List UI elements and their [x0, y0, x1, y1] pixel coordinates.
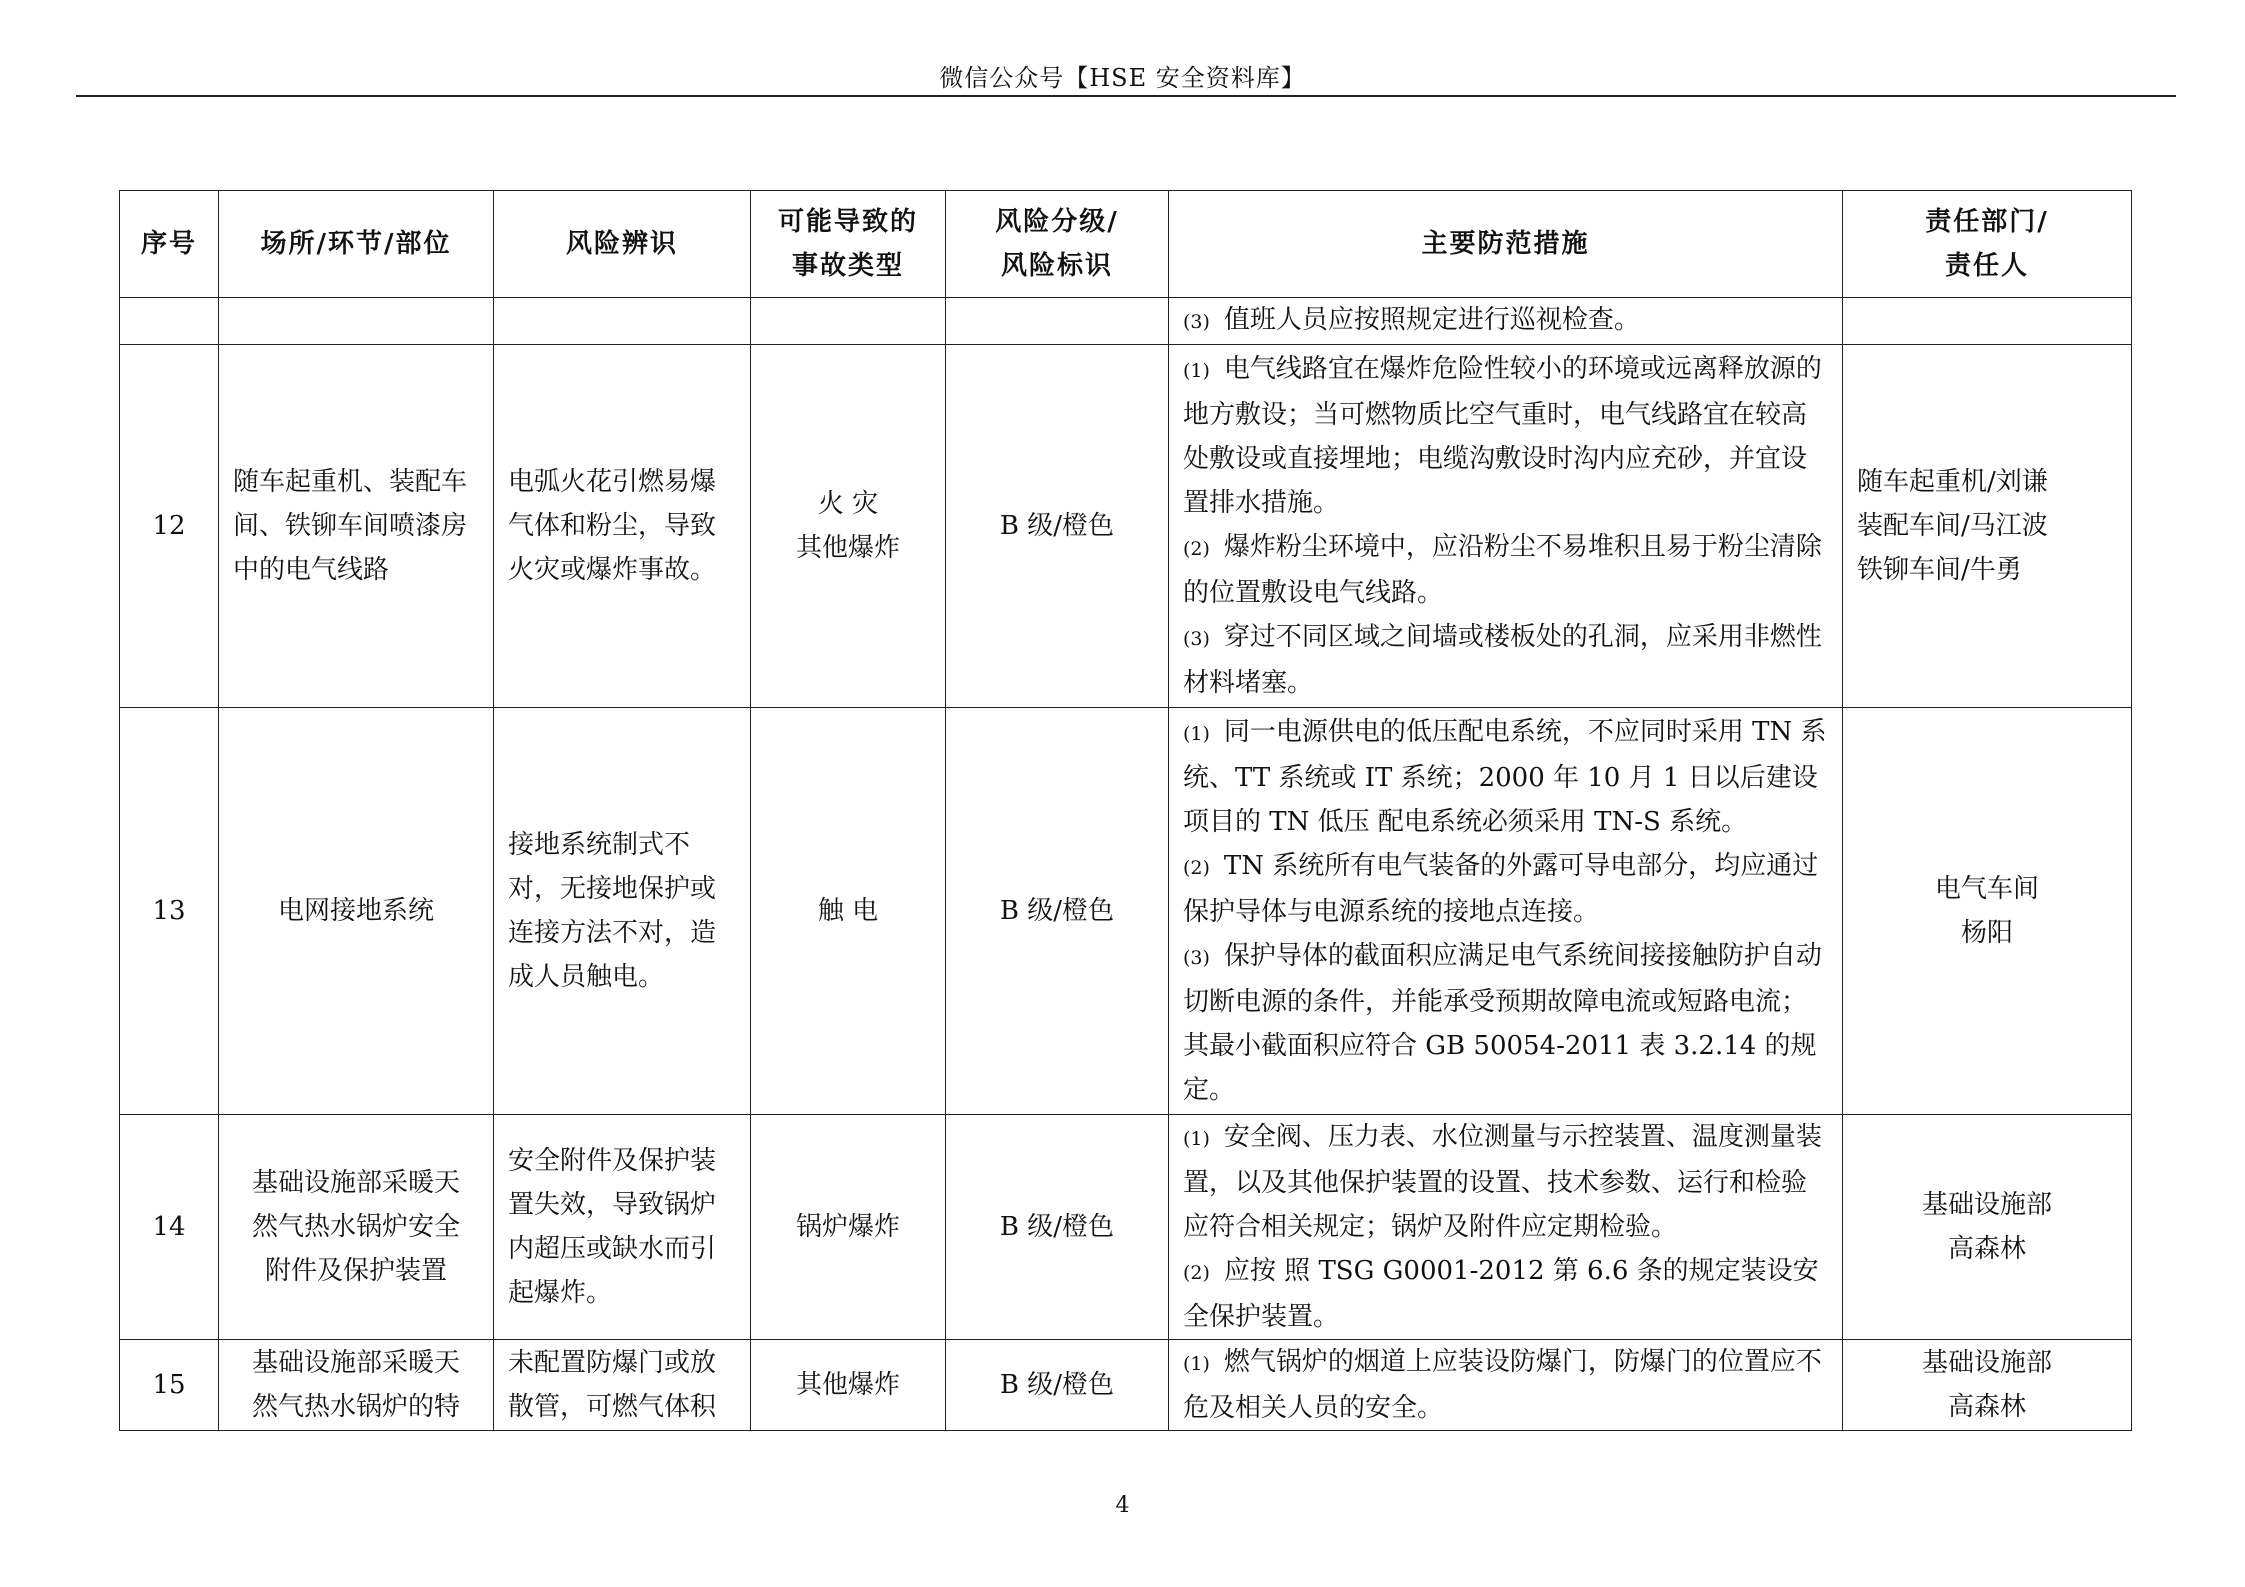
cell-no: [120, 298, 219, 345]
measure-item: [1183, 934, 1828, 1112]
col-header-accident-line: 事故类型: [791, 251, 904, 281]
measure-number: (2): [1183, 538, 1210, 560]
cell-risk: [494, 1340, 751, 1431]
measure-item: [1183, 347, 1828, 525]
col-header-accident: [751, 191, 946, 298]
header-divider: [76, 95, 2176, 97]
col-header-responsible-line: 责任部门/: [1925, 207, 2049, 237]
measure-text: 穿过不同区域之间墙或楼板处的孔洞，应采用非燃性材料堵塞。: [1183, 622, 1822, 698]
location-line: 附件及保护装置: [264, 1256, 447, 1286]
responsible-line: 基础设施部: [1921, 1348, 2052, 1378]
location-line: 基础设施部采暖天: [251, 1168, 460, 1198]
cell-no: 13: [120, 708, 219, 1115]
risk-line: 散管，可燃气体积: [508, 1392, 717, 1422]
measure-item: [1183, 525, 1828, 615]
responsible-line: 杨阳: [1960, 918, 2013, 948]
cell-location: [219, 298, 494, 345]
cell-measures: [1169, 1115, 1843, 1340]
responsible-line: 高森林: [1947, 1392, 2026, 1422]
cell-no: 12: [120, 345, 219, 708]
measure-text: 值班人员应按照规定进行巡视检查。: [1223, 305, 1640, 335]
table-row: [120, 345, 2132, 708]
cell-responsible: [1843, 1115, 2132, 1340]
col-header-location: 场所/环节/部位: [219, 191, 494, 298]
cell-measures: [1169, 298, 1843, 345]
cell-location: [219, 1340, 494, 1431]
risk-line: 连接方法不对，造: [508, 918, 717, 948]
measure-item: [1183, 1115, 1828, 1249]
col-header-no: 序号: [120, 191, 219, 298]
measure-text: 应按 照 TSG G0001-2012 第 6.6 条的规定装设安全保护装置。: [1183, 1256, 1819, 1332]
table-row: [120, 1115, 2132, 1340]
measure-number: (2): [1183, 1262, 1210, 1284]
measure-item: [1183, 710, 1828, 844]
cell-no: 15: [120, 1340, 219, 1431]
measure-number: (2): [1183, 857, 1210, 879]
cell-level: B 级/橙色: [946, 1340, 1169, 1431]
measure-item: [1183, 844, 1828, 934]
cell-accident: [751, 345, 946, 708]
measure-text: 安全阀、压力表、水位测量与示控装置、温度测量装置，以及其他保护装置的设置、技术参数、运行和检验应符合相关规定；锅炉及附件应定期检验。: [1183, 1122, 1822, 1242]
risk-line: 接地系统制式不: [508, 830, 691, 860]
risk-line: 安全附件及保护装: [508, 1146, 717, 1176]
cell-accident: [751, 708, 946, 1115]
cell-responsible: [1843, 298, 2132, 345]
cell-no: 14: [120, 1115, 219, 1340]
risk-table: [119, 190, 2132, 1431]
document-header-title: 微信公众号【HSE 安全资料库】: [939, 64, 1306, 92]
cell-location: [219, 345, 494, 708]
col-header-level-line: 风险分级/: [995, 207, 1119, 237]
risk-line: 火灾或爆炸事故。: [508, 555, 717, 585]
measure-text: 电气线路宜在爆炸危险性较小的环境或远离释放源的地方敷设；当可燃物质比空气重时，电气线路宜在较高处敷设或直接埋地；电缆沟敷设时沟内应充砂，并宜设置排水措施。: [1183, 354, 1822, 518]
responsible-line: 装配车间/马江波: [1857, 511, 2048, 541]
cell-level: B 级/橙色: [946, 1115, 1169, 1340]
measure-number: (3): [1183, 947, 1210, 969]
measure-item: [1183, 298, 1828, 344]
measure-number: (3): [1183, 628, 1210, 650]
responsible-line: 基础设施部: [1921, 1190, 2052, 1220]
cell-location: [219, 1115, 494, 1340]
measure-item: [1183, 1249, 1828, 1339]
location-line: 然气热水锅炉安全: [251, 1212, 460, 1242]
cell-risk: [494, 708, 751, 1115]
cell-measures: [1169, 1340, 1843, 1431]
cell-measures: [1169, 708, 1843, 1115]
risk-line: 内超压或缺水而引: [508, 1234, 717, 1264]
table-header-row: [120, 191, 2132, 298]
cell-risk: [494, 345, 751, 708]
measure-text: 保护导体的截面积应满足电气系统间接接触防护自动切断电源的条件，并能承受预期故障电流或短路电流；其最小截面积应符合 GB 50054-2011 表 3.2.14 的规定。: [1183, 941, 1822, 1105]
col-header-risk: 风险辨识: [494, 191, 751, 298]
accident-line: 其他爆炸: [795, 1370, 900, 1400]
accident-line: 锅炉爆炸: [795, 1212, 900, 1242]
risk-line: 气体和粉尘，导致: [508, 511, 717, 541]
cell-level: B 级/橙色: [946, 345, 1169, 708]
cell-risk: [494, 1115, 751, 1340]
page-number: 4: [1115, 1493, 1130, 1518]
risk-line: 未配置防爆门或放: [508, 1348, 717, 1378]
cell-accident: [751, 1340, 946, 1431]
cell-measures: [1169, 345, 1843, 708]
cell-accident: [751, 298, 946, 345]
location-line: 然气热水锅炉的特: [251, 1392, 460, 1422]
measure-item: [1183, 615, 1828, 705]
responsible-line: 电气车间: [1934, 874, 2039, 904]
location-line: 电网接地系统: [277, 896, 434, 926]
cell-level: [946, 298, 1169, 345]
measure-text: 燃气锅炉的烟道上应装设防爆门，防爆门的位置应不危及相关人员的安全。: [1183, 1347, 1822, 1423]
risk-line: 成人员触电。: [508, 962, 665, 992]
risk-line: 电弧火花引燃易爆: [508, 467, 717, 497]
measure-number: (1): [1183, 723, 1210, 745]
measure-text: TN 系统所有电气装备的外露可导电部分，均应通过保护导体与电源系统的接地点连接。: [1183, 851, 1819, 927]
col-header-level: [946, 191, 1169, 298]
measure-number: (3): [1183, 311, 1210, 333]
cell-location: [219, 708, 494, 1115]
measure-text: 爆炸粉尘环境中，应沿粉尘不易堆积且易于粉尘清除的位置敷设电气线路。: [1183, 532, 1822, 608]
table-row: [120, 1340, 2132, 1431]
cell-accident: [751, 1115, 946, 1340]
measure-item: [1183, 1340, 1828, 1430]
measure-number: (1): [1183, 1128, 1210, 1150]
col-header-level-line: 风险标识: [1000, 251, 1113, 281]
measure-text: 同一电源供电的低压配电系统，不应同时采用 TN 系统、TT 系统或 IT 系统；2000 年 10 月 1 日以后建设项目的 TN 低压 配电系统必须采用 TN-S 系统。: [1183, 717, 1827, 837]
col-header-responsible-line: 责任人: [1944, 251, 2029, 281]
location-line: 中的电气线路: [233, 555, 390, 585]
table-row: [120, 708, 2132, 1115]
location-line: 间、铁铆车间喷漆房: [233, 511, 468, 541]
accident-line: 其他爆炸: [795, 533, 900, 563]
cell-responsible: [1843, 1340, 2132, 1431]
responsible-line: 铁铆车间/牛勇: [1857, 555, 2022, 585]
accident-line: 触 电: [817, 896, 879, 926]
measure-number: (1): [1183, 1353, 1210, 1375]
col-header-measures: 主要防范措施: [1169, 191, 1843, 298]
risk-line: 对，无接地保护或: [508, 874, 717, 904]
risk-line: 起爆炸。: [508, 1278, 613, 1308]
cell-responsible: [1843, 345, 2132, 708]
table-row: [120, 298, 2132, 345]
col-header-accident-line: 可能导致的: [777, 207, 918, 237]
responsible-line: 随车起重机/刘谦: [1857, 467, 2048, 497]
accident-line: 火 灾: [817, 489, 879, 519]
cell-risk: [494, 298, 751, 345]
col-header-responsible: [1843, 191, 2132, 298]
location-line: 基础设施部采暖天: [251, 1348, 460, 1378]
location-line: 随车起重机、装配车: [233, 467, 468, 497]
risk-line: 置失效，导致锅炉: [508, 1190, 717, 1220]
cell-level: B 级/橙色: [946, 708, 1169, 1115]
measure-number: (1): [1183, 360, 1210, 382]
cell-responsible: [1843, 708, 2132, 1115]
responsible-line: 高森林: [1947, 1234, 2026, 1264]
